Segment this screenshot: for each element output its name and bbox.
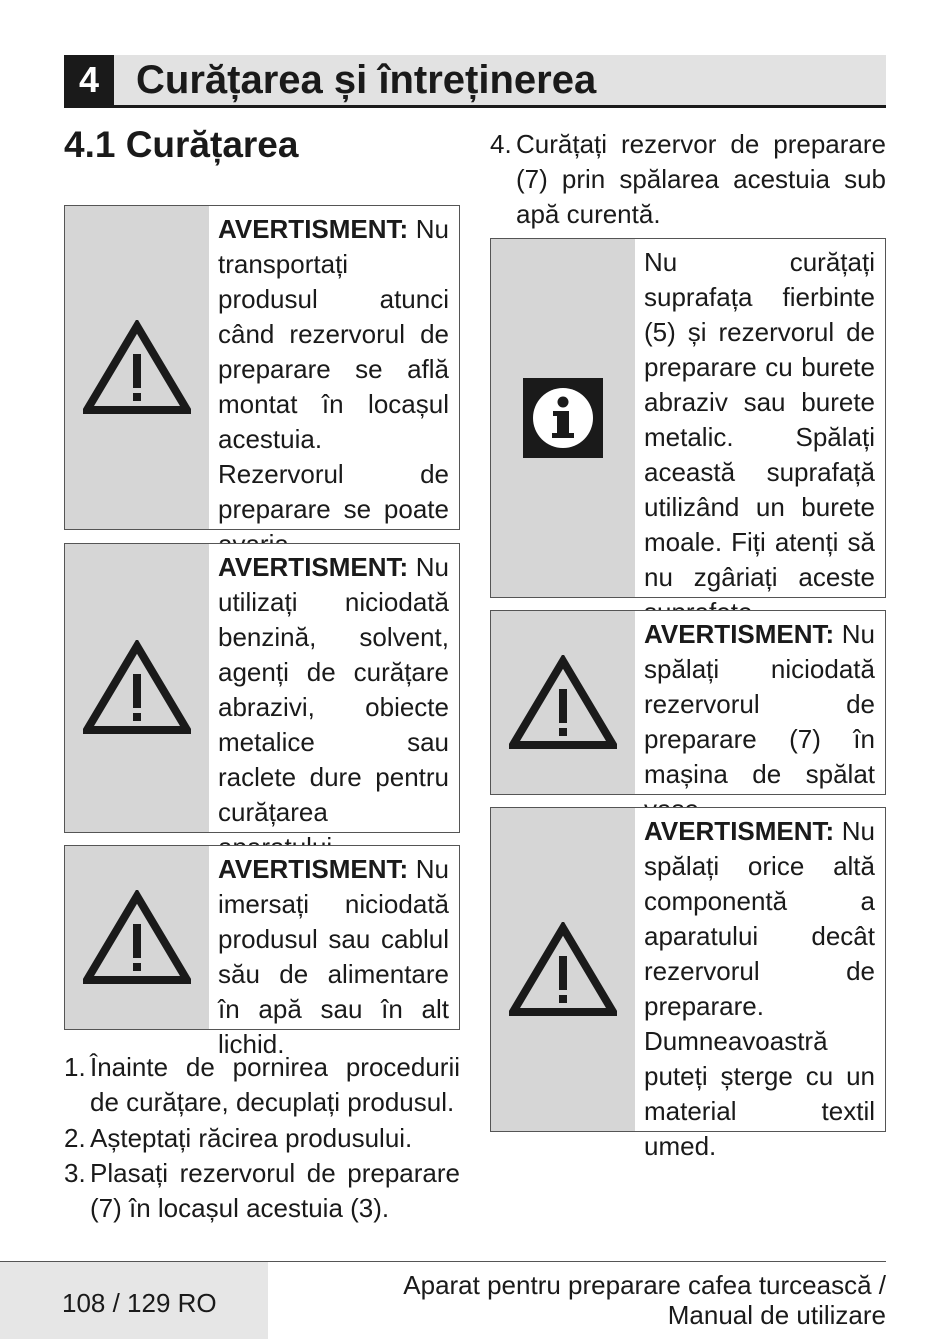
- warning-icon-cell: [65, 846, 209, 1029]
- warning-text: [644, 814, 875, 1164]
- step-number: 2.: [64, 1123, 86, 1153]
- warning-triangle-icon: [509, 655, 617, 751]
- warning-box: [64, 205, 460, 530]
- warning-icon-cell: [65, 206, 209, 529]
- step-text: Plasați rezervorul de preparare (7) în locașul acestuia (3).: [90, 1158, 460, 1223]
- warning-label: AVERTISMENT:: [644, 816, 835, 846]
- step-text: Curățați rezervor de preparare (7) prin spălarea acestuia sub apă curentă.: [516, 129, 886, 229]
- warning-box: [64, 845, 460, 1059]
- info-text: Nu curățați suprafața fierbinte (5) și rezervorul de preparare cu burete abraziv sau burete metalic. Spălați această suprafață utilizând un burete moale. Fiți atenți să nu zgâriați aceste: [644, 247, 875, 592]
- footer-doc-line: Manual de utilizare: [667, 1300, 886, 1330]
- chapter-title: Curățarea și întreținerea: [136, 58, 597, 102]
- warning-body: Nu utilizați niciodată benzină, solvent, agenți de curățare abrazivi, obiecte metalice sau raclete dure pentru curățarea: [218, 552, 449, 827]
- step-number: 1.: [64, 1052, 86, 1082]
- footer-page-box: [0, 1262, 268, 1339]
- step-number: 3.: [64, 1158, 86, 1188]
- footer-document-title: [403, 1270, 886, 1330]
- warning-triangle-icon: [83, 640, 191, 736]
- warning-body: Nu spălați niciodată rezervorul de preparare (7) în mașina de spălat: [644, 619, 875, 789]
- page-number: 108 / 129 RO: [62, 1288, 217, 1318]
- warning-label: AVERTISMENT:: [644, 619, 835, 649]
- warning-body: Nu transportați produsul atunci când rezervorul de preparare se află montat în locașul acestuia. Rezervorul de preparare se poate: [218, 214, 449, 524]
- warning-text: [218, 212, 449, 562]
- info-icon-cell: [491, 239, 635, 597]
- warning-triangle-icon: [509, 922, 617, 1018]
- chapter-number: 4: [64, 55, 114, 105]
- warning-triangle-icon: [83, 320, 191, 416]
- warning-body: Nu imersați niciodată produsul sau cablul său de alimentare în apă sau în alt lichid.: [218, 854, 449, 1059]
- warning-label: AVERTISMENT:: [218, 854, 409, 884]
- section-title: 4.1 Curățarea: [64, 124, 299, 165]
- warning-icon-cell: [65, 544, 209, 832]
- step-number: 4.: [490, 129, 512, 159]
- step-text: Așteptați răcirea produsului.: [90, 1123, 413, 1153]
- warning-text: [644, 617, 875, 827]
- warning-text: [218, 852, 449, 1062]
- step-text: Înainte de pornirea procedurii de curățare, decuplați produsul.: [90, 1052, 460, 1117]
- info-icon: [523, 378, 603, 458]
- warning-triangle-icon: [83, 890, 191, 986]
- warning-label: AVERTISMENT:: [218, 552, 409, 582]
- warning-box: [490, 610, 886, 795]
- warning-body: Nu spălați orice altă componentă a aparatului decât rezervorul de preparare. Dumneavoastră puteți șterge cu un material textil umed.: [644, 816, 875, 1161]
- info-box: [490, 238, 886, 598]
- warning-label: AVERTISMENT:: [218, 214, 409, 244]
- warning-box: [490, 807, 886, 1161]
- footer-doc-line: Aparat pentru preparare cafea turcească /: [403, 1270, 886, 1300]
- warning-icon-cell: [491, 611, 635, 794]
- warning-icon-cell: [491, 808, 635, 1131]
- warning-box: [64, 543, 460, 833]
- chapter-header: [64, 55, 886, 108]
- warning-text: [218, 550, 449, 865]
